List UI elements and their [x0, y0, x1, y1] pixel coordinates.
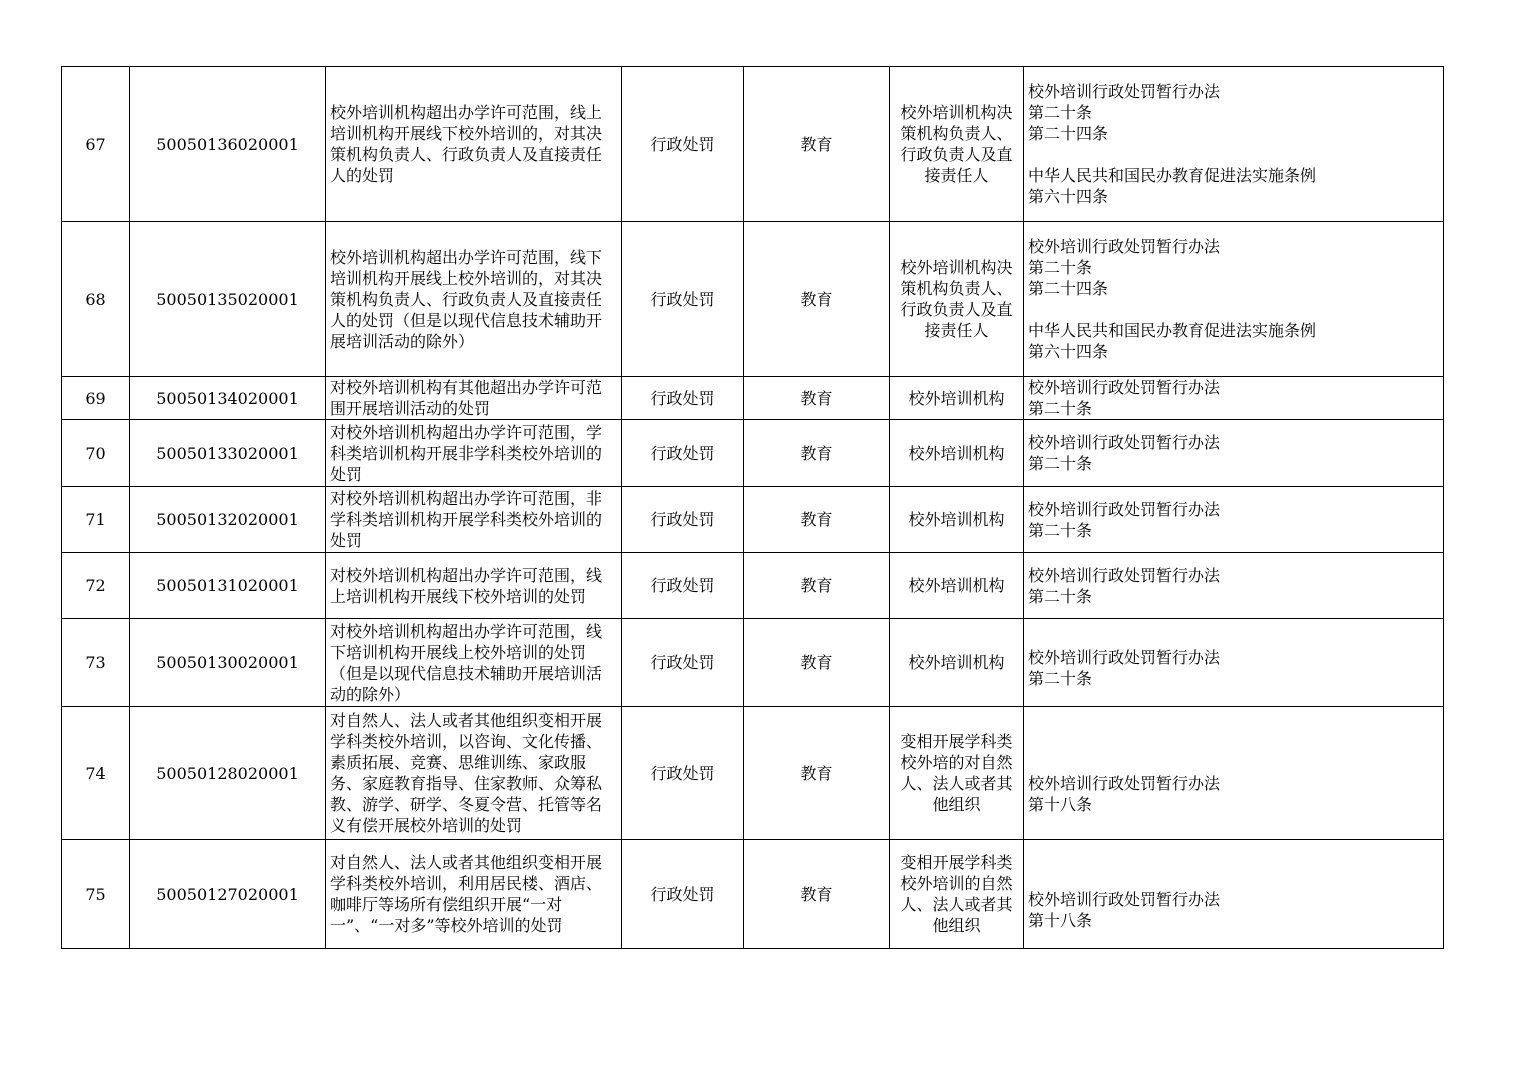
- legal-basis-line: 校外培训行政处罚暂行办法: [1028, 774, 1221, 793]
- item-number: 74: [62, 707, 130, 840]
- item-number: 75: [62, 840, 130, 949]
- item-domain: 教育: [744, 487, 890, 553]
- table-row: [62, 840, 1444, 949]
- item-subject: 校外培训机构: [890, 619, 1024, 707]
- table-row: [62, 377, 1444, 420]
- legal-basis-line: 第二十条: [1028, 520, 1093, 540]
- item-subject: 变相开展学科类校外培的对自然人、法人或者其他组织: [890, 707, 1024, 840]
- item-number: 70: [62, 420, 130, 487]
- item-subject: 校外培训机构: [890, 377, 1024, 420]
- item-subject: 校外培训机构: [890, 487, 1024, 553]
- legal-basis-line: [1028, 299, 1439, 320]
- legal-basis-line: 第二十条: [1028, 258, 1093, 277]
- legal-basis-line: 校外培训行政处罚暂行办法: [1028, 499, 1221, 519]
- item-legal-basis: [1024, 619, 1444, 707]
- item-number: 69: [62, 377, 130, 420]
- table-row: [62, 619, 1444, 707]
- item-code: 50050135020001: [130, 222, 326, 377]
- item-code: 50050136020001: [130, 67, 326, 222]
- item-name: 对校外培训机构超出办学许可范围，线下培训机构开展线上校外培训的处罚（但是以现代信息技术辅助开展培训活动的除外）: [326, 619, 622, 707]
- table-row: [62, 553, 1444, 619]
- legal-basis-line: 校外培训行政处罚暂行办法: [1028, 378, 1221, 397]
- item-code: 50050130020001: [130, 619, 326, 707]
- penalty-items-table: [61, 66, 1444, 949]
- item-number: 67: [62, 67, 130, 222]
- item-name: 对校外培训机构超出办学许可范围，学科类培训机构开展非学科类校外培训的处罚: [326, 420, 622, 487]
- item-code: 50050131020001: [130, 553, 326, 619]
- legal-basis-line: 校外培训行政处罚暂行办法: [1028, 82, 1221, 101]
- item-subject: 校外培训机构决策机构负责人、行政负责人及直接责任人: [890, 222, 1024, 377]
- item-legal-basis: [1024, 67, 1444, 222]
- legal-basis-line: 第十八条: [1028, 911, 1093, 930]
- item-type: 行政处罚: [622, 377, 744, 420]
- item-legal-basis: [1024, 222, 1444, 377]
- item-legal-basis: [1024, 420, 1444, 487]
- item-name: 对校外培训机构超出办学许可范围，线上培训机构开展线下校外培训的处罚: [326, 553, 622, 619]
- table-row: [62, 222, 1444, 377]
- item-number: 73: [62, 619, 130, 707]
- legal-basis-line: 第六十四条: [1028, 187, 1109, 206]
- item-number: 68: [62, 222, 130, 377]
- legal-basis-line: 校外培训行政处罚暂行办法: [1028, 647, 1221, 667]
- item-code: 50050127020001: [130, 840, 326, 949]
- item-subject: 校外培训机构: [890, 553, 1024, 619]
- item-subject: 校外培训机构决策机构负责人、行政负责人及直接责任人: [890, 67, 1024, 222]
- table-body: [62, 67, 1444, 949]
- legal-basis-line: 第二十条: [1028, 586, 1093, 606]
- item-name: 对校外培训机构超出办学许可范围，非学科类培训机构开展学科类校外培训的处罚: [326, 487, 622, 553]
- item-legal-basis: [1024, 707, 1444, 840]
- legal-basis-line: 中华人民共和国民办教育促进法实施条例: [1028, 321, 1317, 340]
- item-domain: 教育: [744, 553, 890, 619]
- item-domain: 教育: [744, 840, 890, 949]
- legal-basis-line: [1028, 144, 1439, 165]
- item-type: 行政处罚: [622, 487, 744, 553]
- item-domain: 教育: [744, 377, 890, 420]
- legal-basis-line: 第十八条: [1028, 795, 1093, 814]
- item-name: 对校外培训机构有其他超出办学许可范围开展培训活动的处罚: [326, 377, 622, 420]
- item-code: 50050132020001: [130, 487, 326, 553]
- item-name: 对自然人、法人或者其他组织变相开展学科类校外培训，以咨询、文化传播、素质拓展、竞赛、思维训练、家政服务、家庭教育指导、住家教师、众筹私教、游学、研学、冬夏令营、托管等名义有偿开展校外培训的处罚: [326, 707, 622, 840]
- table-row: [62, 707, 1444, 840]
- item-type: 行政处罚: [622, 619, 744, 707]
- item-number: 71: [62, 487, 130, 553]
- legal-basis-line: 第二十条: [1028, 454, 1093, 473]
- table-row: [62, 487, 1444, 553]
- item-subject: 变相开展学科类校外培训的自然人、法人或者其他组织: [890, 840, 1024, 949]
- item-legal-basis: [1024, 377, 1444, 420]
- legal-basis-line: 第二十条: [1028, 668, 1093, 688]
- item-type: 行政处罚: [622, 67, 744, 222]
- item-domain: 教育: [744, 707, 890, 840]
- item-name: 校外培训机构超出办学许可范围，线上培训机构开展线下校外培训的，对其决策机构负责人、行政负责人及直接责任人的处罚: [326, 67, 622, 222]
- item-domain: 教育: [744, 420, 890, 487]
- legal-basis-line: 中华人民共和国民办教育促进法实施条例: [1028, 166, 1317, 185]
- item-legal-basis: [1024, 487, 1444, 553]
- item-number: 72: [62, 553, 130, 619]
- legal-basis-line: 第二十条: [1028, 399, 1093, 418]
- item-code: 50050128020001: [130, 707, 326, 840]
- legal-basis-line: 第二十四条: [1028, 124, 1109, 143]
- item-legal-basis: [1024, 553, 1444, 619]
- item-type: 行政处罚: [622, 840, 744, 949]
- item-type: 行政处罚: [622, 707, 744, 840]
- legal-basis-line: 校外培训行政处罚暂行办法: [1028, 433, 1221, 452]
- item-legal-basis: [1024, 840, 1444, 949]
- legal-basis-line: 第二十四条: [1028, 279, 1109, 298]
- item-type: 行政处罚: [622, 420, 744, 487]
- legal-basis-line: 校外培训行政处罚暂行办法: [1028, 237, 1221, 256]
- item-type: 行政处罚: [622, 222, 744, 377]
- item-domain: 教育: [744, 67, 890, 222]
- item-code: 50050134020001: [130, 377, 326, 420]
- item-name: 校外培训机构超出办学许可范围，线下培训机构开展线上校外培训的，对其决策机构负责人、行政负责人及直接责任人的处罚（但是以现代信息技术辅助开展培训活动的除外）: [326, 222, 622, 377]
- item-type: 行政处罚: [622, 553, 744, 619]
- item-domain: 教育: [744, 619, 890, 707]
- item-name: 对自然人、法人或者其他组织变相开展学科类校外培训，利用居民楼、酒店、咖啡厅等场所有偿组织开展“一对一”、“一对多”等校外培训的处罚: [326, 840, 622, 949]
- legal-basis-line: 校外培训行政处罚暂行办法: [1028, 565, 1221, 585]
- item-subject: 校外培训机构: [890, 420, 1024, 487]
- item-code: 50050133020001: [130, 420, 326, 487]
- table-row: [62, 420, 1444, 487]
- item-domain: 教育: [744, 222, 890, 377]
- legal-basis-line: 第二十条: [1028, 103, 1093, 122]
- legal-basis-line: 第六十四条: [1028, 342, 1109, 361]
- table-row: [62, 67, 1444, 222]
- legal-basis-line: 校外培训行政处罚暂行办法: [1028, 890, 1221, 909]
